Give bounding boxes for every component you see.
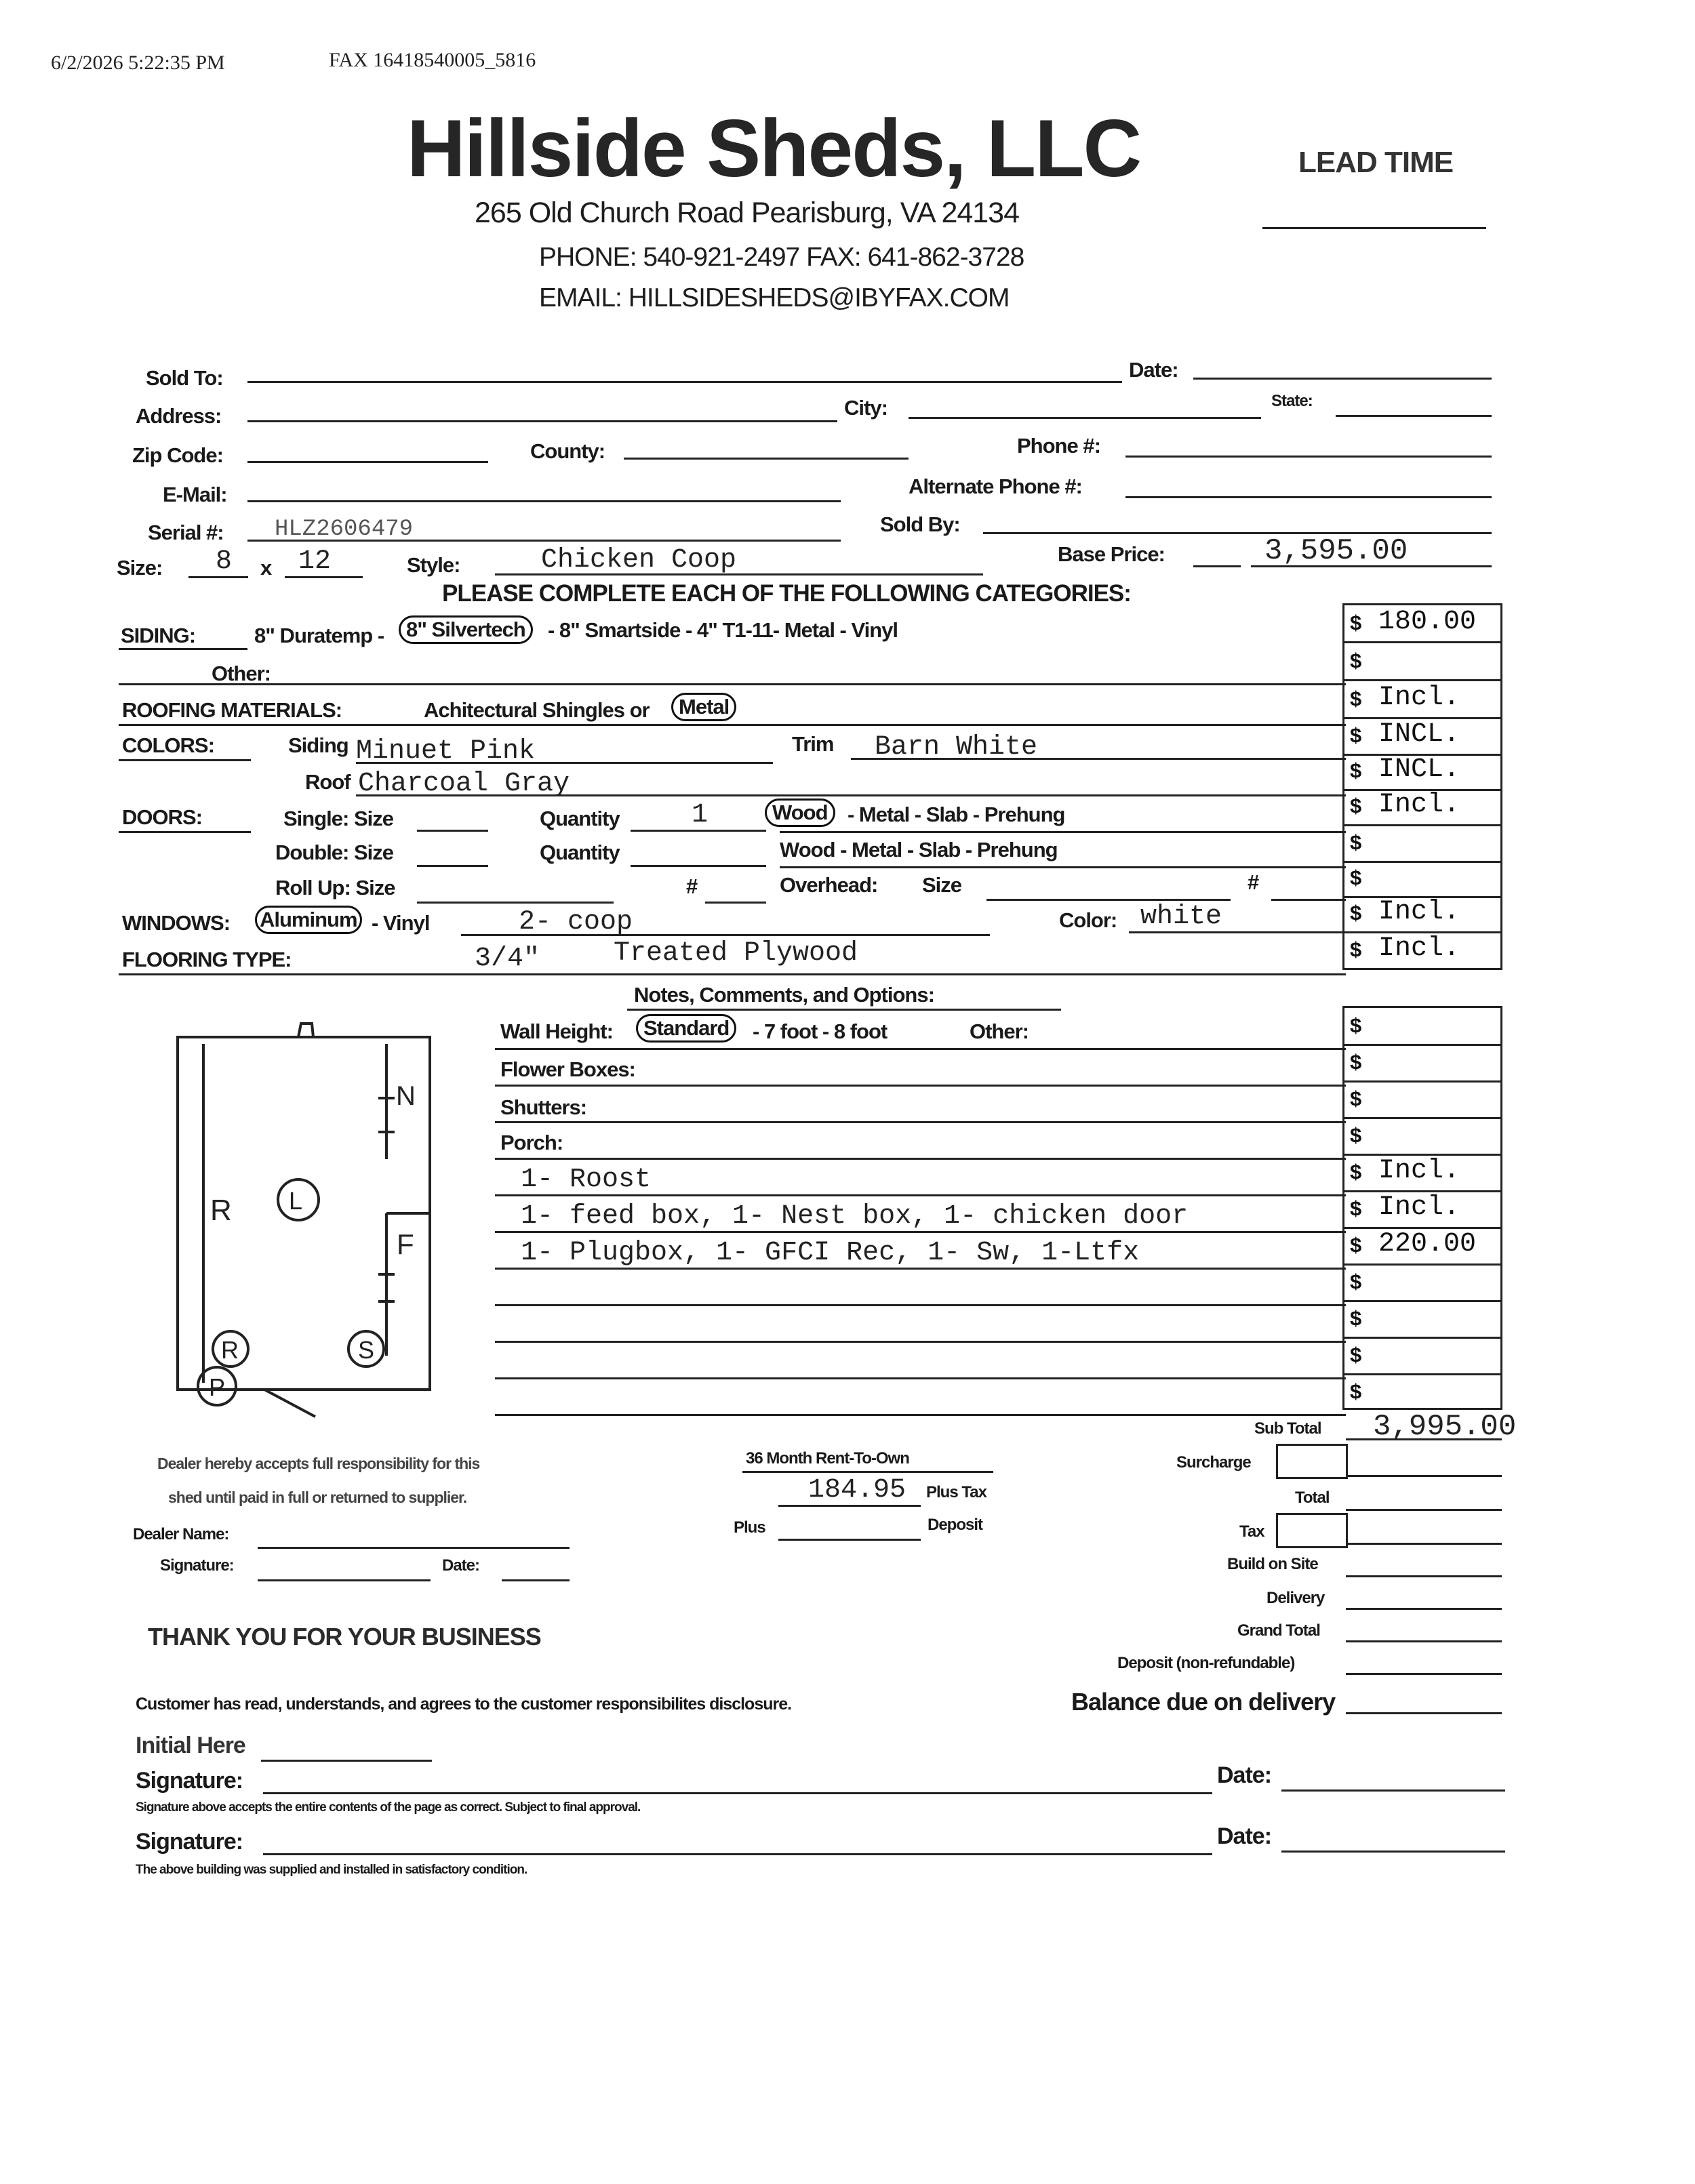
colors-siding-label: Siding <box>288 733 348 757</box>
surcharge-box[interactable] <box>1276 1444 1348 1479</box>
notes-line[interactable] <box>495 1414 1346 1416</box>
door-double-line <box>780 866 1346 868</box>
flower-boxes-label: Flower Boxes: <box>500 1057 635 1081</box>
notes-line[interactable] <box>495 1194 1346 1196</box>
price-row[interactable] <box>1344 1008 1500 1046</box>
siding-label: SIDING: <box>121 624 196 647</box>
price-currency: $ <box>1350 1050 1362 1074</box>
lead-time-line[interactable] <box>1262 227 1486 229</box>
fax-timestamp: 6/2/2026 5:22:35 PM <box>51 52 225 74</box>
subtotal-value: 3,995.00 <box>1373 1410 1517 1444</box>
roofing-line <box>119 724 1346 726</box>
colors-roof-label: Roof <box>305 770 351 794</box>
dealer-date-label: Date: <box>442 1556 480 1575</box>
sketch-label-n: N <box>396 1081 416 1111</box>
sketch-vent <box>298 1024 313 1037</box>
base-price-field[interactable] <box>1251 565 1492 567</box>
wall-other-label: Other: <box>970 1019 1029 1043</box>
colors-trim-label: Trim <box>792 732 834 756</box>
price-currency: $ <box>1350 1087 1362 1110</box>
price-amount: Incl. <box>1378 897 1460 927</box>
price-amount: Incl. <box>1378 933 1460 964</box>
door-single-size-field[interactable] <box>417 830 488 832</box>
sold-to-label: Sold To: <box>146 366 223 390</box>
price-row[interactable] <box>1344 1337 1500 1375</box>
rto-amount: 184.95 <box>808 1475 906 1505</box>
initial-here-label: Initial Here <box>136 1733 245 1758</box>
categories-heading: PLEASE COMPLETE EACH OF THE FOLLOWING CATEGORIES: <box>442 580 1131 607</box>
signature-field-1[interactable] <box>263 1792 1212 1794</box>
tax-label: Tax <box>1239 1522 1264 1541</box>
lead-time-label: LEAD TIME <box>1298 146 1454 179</box>
sketch-label-f: F <box>397 1228 414 1260</box>
roofing-metal[interactable]: Metal <box>671 693 736 721</box>
price-row[interactable] <box>1344 788 1500 826</box>
price-currency: $ <box>1350 1013 1362 1037</box>
dealer-note-2: shed until paid in full or returned to supplier. <box>168 1489 467 1506</box>
price-currency: $ <box>1350 866 1362 889</box>
price-row[interactable] <box>1344 895 1500 933</box>
date-label: Date: <box>1129 358 1178 382</box>
price-amount: Incl. <box>1378 1156 1460 1186</box>
balance-field[interactable] <box>1346 1712 1502 1714</box>
dealer-name-field[interactable] <box>258 1547 570 1549</box>
price-row[interactable] <box>1344 605 1500 643</box>
date-label-2: Date: <box>1217 1823 1272 1849</box>
price-row[interactable] <box>1344 718 1500 756</box>
door-single-options[interactable]: - Metal - Slab - Prehung <box>848 803 1065 826</box>
door-overhead-hash: # <box>1248 870 1259 894</box>
door-rollup-label: Roll Up: Size <box>275 876 395 899</box>
note-line-1: 1- Roost <box>521 1165 652 1195</box>
note-line-3: 1- Plugbox, 1- GFCI Rec, 1- Sw, 1-Ltfx <box>521 1238 1140 1268</box>
price-row[interactable] <box>1344 753 1500 791</box>
door-single-label: Single: Size <box>283 807 393 830</box>
total-label: Total <box>1295 1489 1330 1507</box>
door-double-label: Double: Size <box>275 841 394 864</box>
price-currency: $ <box>1350 1343 1362 1367</box>
size-x: x <box>260 556 272 580</box>
sketch-label-s: S <box>358 1336 375 1364</box>
windows-color-value: white <box>1140 902 1222 932</box>
colors-roof-value: Charcoal Gray <box>358 769 570 799</box>
doors-label-line <box>119 831 251 833</box>
price-currency: $ <box>1350 649 1362 672</box>
size-length-line[interactable] <box>285 576 363 578</box>
price-row[interactable] <box>1344 1081 1500 1119</box>
initial-field[interactable] <box>261 1760 432 1762</box>
base-price-label: Base Price: <box>1058 542 1165 566</box>
price-currency: $ <box>1350 1196 1362 1220</box>
price-row[interactable] <box>1344 1301 1500 1339</box>
signature-note-1: Signature above accepts the entire contents of the page as correct. Subject to final approval. <box>136 1800 641 1815</box>
windows-aluminum[interactable]: Aluminum <box>255 906 362 934</box>
signature-note-2: The above building was supplied and installed in satisfactory condition. <box>136 1863 527 1877</box>
price-amount: INCL. <box>1378 754 1460 785</box>
sketch-label-r: R <box>210 1194 232 1227</box>
sketch-door-swing <box>264 1390 315 1417</box>
price-row[interactable] <box>1344 643 1500 681</box>
price-row[interactable] <box>1344 932 1500 970</box>
zip-label: Zip Code: <box>132 443 223 467</box>
rto-plus-tax: Plus Tax <box>926 1483 986 1501</box>
tax-field[interactable] <box>1346 1543 1502 1545</box>
dealer-name-label: Dealer Name: <box>133 1525 229 1543</box>
notes-line[interactable] <box>495 1377 1346 1379</box>
phone-label: Phone #: <box>1017 434 1100 458</box>
price-currency: $ <box>1350 937 1362 961</box>
price-row[interactable] <box>1344 1118 1500 1156</box>
dealer-date-field[interactable] <box>502 1579 570 1581</box>
price-row[interactable] <box>1344 1374 1500 1410</box>
address-field[interactable] <box>247 420 837 422</box>
email-field[interactable] <box>247 500 841 502</box>
siding-opt-duratemp[interactable]: 8" Duratemp - <box>254 624 384 647</box>
sold-by-field[interactable] <box>983 532 1492 534</box>
notes-line[interactable] <box>495 1304 1346 1306</box>
flooring-thickness: 3/4" <box>475 944 540 974</box>
notes-line[interactable] <box>495 1231 1346 1233</box>
price-currency: $ <box>1350 687 1362 710</box>
price-currency: $ <box>1350 1306 1362 1330</box>
price-row[interactable] <box>1344 681 1500 719</box>
windows-field[interactable] <box>461 934 990 936</box>
serial-label: Serial #: <box>148 521 224 544</box>
price-amount: 180.00 <box>1378 607 1477 637</box>
phone-field[interactable] <box>1125 456 1492 458</box>
notes-line[interactable] <box>495 1048 1346 1050</box>
price-currency: $ <box>1350 901 1362 925</box>
door-overhead-size-field[interactable] <box>986 899 1231 901</box>
dealer-note-1: Dealer hereby accepts full responsibility for this <box>157 1455 480 1472</box>
city-field[interactable] <box>909 417 1261 419</box>
note-line-2: 1- feed box, 1- Nest box, 1- chicken door <box>521 1201 1189 1232</box>
siding-other-label: Other: <box>212 662 271 685</box>
price-currency: $ <box>1350 723 1362 747</box>
colors-label-line <box>119 759 251 761</box>
signature-field-2[interactable] <box>263 1853 1212 1855</box>
sketch-label-l: L <box>289 1187 303 1215</box>
door-overhead-size-label: Size <box>922 873 962 897</box>
door-single-wood[interactable]: Wood <box>765 798 835 827</box>
siding-other-line[interactable] <box>119 683 1346 685</box>
size-length: 12 <box>298 546 332 577</box>
door-rollup-size-field[interactable] <box>417 902 614 904</box>
rto-deposit-field[interactable] <box>778 1539 921 1541</box>
total-field[interactable] <box>1346 1509 1502 1511</box>
colors-siding-value: Minuet Pink <box>356 736 536 767</box>
disclosure-text: Customer has read, understands, and agrees to the customer responsibilites disclosure. <box>136 1695 792 1714</box>
notes-heading: Notes, Comments, and Options: <box>634 983 934 1007</box>
price-currency: $ <box>1350 794 1362 817</box>
door-rollup-qty-field[interactable] <box>705 902 766 904</box>
windows-color-field[interactable] <box>1129 931 1346 933</box>
style-value: Chicken Coop <box>541 545 737 575</box>
notes-heading-line <box>627 1009 1061 1011</box>
price-column <box>1342 603 1502 970</box>
price-row[interactable] <box>1344 1045 1500 1083</box>
shed-floor-sketch <box>163 1017 447 1423</box>
price-amount: Incl. <box>1378 683 1460 713</box>
size-width-line[interactable] <box>188 576 248 578</box>
build-on-site-label: Build on Site <box>1227 1555 1318 1573</box>
tax-box[interactable] <box>1276 1513 1348 1548</box>
subtotal-field[interactable] <box>1346 1438 1502 1440</box>
notes-price-column <box>1342 1006 1502 1410</box>
door-double-size-field[interactable] <box>417 865 488 867</box>
price-amount: INCL. <box>1378 719 1460 750</box>
price-row[interactable] <box>1344 1154 1500 1192</box>
price-row[interactable] <box>1344 1228 1500 1266</box>
state-label: State: <box>1271 392 1313 410</box>
price-currency: $ <box>1350 1379 1362 1403</box>
rto-deposit: Deposit <box>928 1516 983 1534</box>
company-phone-fax: PHONE: 540-921-2497 FAX: 641-862-3728 <box>539 243 1024 272</box>
alt-phone-field[interactable] <box>1125 496 1492 498</box>
colors-label: COLORS: <box>122 733 214 757</box>
colors-trim-field[interactable] <box>851 758 1346 760</box>
windows-value: 2- coop <box>519 907 633 937</box>
colors-trim-value: Barn White <box>875 732 1038 763</box>
price-amount: Incl. <box>1378 790 1460 820</box>
grand-total-label: Grand Total <box>1237 1621 1320 1640</box>
price-currency: $ <box>1350 1233 1362 1257</box>
surcharge-field[interactable] <box>1346 1475 1502 1477</box>
email-label: E-Mail: <box>163 483 227 506</box>
price-row[interactable] <box>1344 1264 1500 1302</box>
rto-amount-field[interactable] <box>778 1505 921 1507</box>
price-currency: $ <box>1350 759 1362 782</box>
siding-opt-silvertech[interactable]: 8" Silvertech <box>399 615 533 644</box>
base-price-value: 3,595.00 <box>1264 534 1408 568</box>
door-double-qty-label: Quantity <box>540 841 620 864</box>
windows-label: WINDOWS: <box>122 911 231 935</box>
roofing-label: ROOFING MATERIALS: <box>122 698 342 722</box>
notes-line[interactable] <box>495 1341 1346 1343</box>
delivery-label: Delivery <box>1267 1589 1325 1607</box>
siding-opt-rest[interactable]: - 8" Smartside - 4" T1-11- Metal - Vinyl <box>548 618 898 642</box>
thank-you: THANK YOU FOR YOUR BUSINESS <box>148 1623 541 1651</box>
price-amount: 220.00 <box>1378 1229 1477 1259</box>
serial-value: HLZ2606479 <box>275 517 414 542</box>
grand-total-field[interactable] <box>1346 1640 1502 1642</box>
price-row[interactable] <box>1344 825 1500 863</box>
sketch-label-p: P <box>209 1373 226 1401</box>
colors-roof-field[interactable] <box>356 794 1346 796</box>
date-label-1: Date: <box>1217 1762 1272 1788</box>
alt-phone-label: Alternate Phone #: <box>909 474 1082 498</box>
doors-label: DOORS: <box>122 805 202 829</box>
windows-color-label: Color: <box>1059 908 1117 932</box>
style-field[interactable] <box>495 573 983 575</box>
price-currency: $ <box>1350 611 1362 634</box>
dealer-signature-label: Signature: <box>160 1556 234 1575</box>
price-currency: $ <box>1350 1160 1362 1184</box>
base-price-dash <box>1193 565 1241 567</box>
city-label: City: <box>844 396 888 420</box>
shutters-label: Shutters: <box>500 1095 587 1119</box>
sold-to-field[interactable] <box>247 381 1122 383</box>
flooring-label: FLOORING TYPE: <box>122 948 292 971</box>
price-row[interactable] <box>1344 1191 1500 1229</box>
county-field[interactable] <box>624 458 909 460</box>
serial-field[interactable] <box>247 540 841 542</box>
sold-by-label: Sold By: <box>880 512 960 536</box>
surcharge-label: Surcharge <box>1176 1453 1251 1472</box>
colors-siding-field[interactable] <box>356 762 773 764</box>
style-label: Style: <box>407 553 460 577</box>
siding-label-line <box>119 648 247 650</box>
wall-height-label: Wall Height: <box>500 1019 613 1043</box>
price-currency: $ <box>1350 1123 1362 1147</box>
zip-field[interactable] <box>247 461 488 463</box>
notes-line[interactable] <box>495 1268 1346 1270</box>
subtotal-label: Sub Total <box>1254 1419 1321 1438</box>
date-field-2[interactable] <box>1281 1851 1505 1853</box>
company-email: EMAIL: HILLSIDESHEDS@IBYFAX.COM <box>539 283 1010 312</box>
signature-label-2: Signature: <box>136 1829 243 1855</box>
date-field-1[interactable] <box>1281 1789 1505 1792</box>
windows-vinyl[interactable]: - Vinyl <box>372 911 430 935</box>
price-row[interactable] <box>1344 860 1500 898</box>
porch-label: Porch: <box>500 1131 563 1154</box>
door-single-line <box>780 831 1346 833</box>
deposit-field[interactable] <box>1346 1673 1502 1675</box>
sketch-label-r2: R <box>221 1336 239 1364</box>
rto-title-line <box>742 1471 993 1473</box>
door-overhead-label: Overhead: <box>780 873 878 897</box>
rto-plus: Plus <box>734 1518 765 1537</box>
rto-title: 36 Month Rent-To-Own <box>746 1449 909 1468</box>
wall-height-options[interactable]: - 7 foot - 8 foot <box>753 1019 888 1043</box>
notes-line[interactable] <box>495 1085 1346 1087</box>
delivery-field[interactable] <box>1346 1608 1502 1610</box>
wall-height-standard[interactable]: Standard <box>636 1014 736 1043</box>
price-amount: Incl. <box>1378 1192 1460 1223</box>
build-on-site-field[interactable] <box>1346 1575 1502 1577</box>
door-single-qty-field[interactable] <box>631 830 766 832</box>
date-field[interactable] <box>1193 378 1492 380</box>
signature-label-1: Signature: <box>136 1768 243 1794</box>
flooring-value: Treated Plywood <box>614 938 858 969</box>
county-label: County: <box>530 439 605 463</box>
notes-line[interactable] <box>495 1121 1346 1123</box>
deposit-label: Deposit (non-refundable) <box>1117 1654 1295 1672</box>
notes-line[interactable] <box>495 1158 1346 1160</box>
company-name: Hillside Sheds, LLC <box>407 103 1141 194</box>
door-double-qty-field[interactable] <box>631 865 766 867</box>
balance-label: Balance due on delivery <box>1071 1688 1336 1716</box>
fax-id: FAX 16418540005_5816 <box>329 49 536 71</box>
price-currency: $ <box>1350 1270 1362 1293</box>
company-address: 265 Old Church Road Pearisburg, VA 24134 <box>475 197 1020 229</box>
dealer-signature-field[interactable] <box>258 1579 431 1581</box>
door-single-qty-label: Quantity <box>540 807 620 830</box>
state-field[interactable] <box>1336 415 1492 417</box>
door-overhead-qty-field[interactable] <box>1271 899 1346 901</box>
door-single-qty-value: 1 <box>692 800 709 830</box>
size-width: 8 <box>216 546 233 577</box>
price-currency: $ <box>1350 830 1362 854</box>
door-double-options[interactable]: Wood - Metal - Slab - Prehung <box>780 838 1058 862</box>
size-label: Size: <box>117 556 163 580</box>
door-rollup-hash: # <box>686 874 698 898</box>
roofing-text[interactable]: Achitectural Shingles or <box>424 698 650 722</box>
flooring-line[interactable] <box>119 973 1346 975</box>
address-label: Address: <box>136 404 222 428</box>
